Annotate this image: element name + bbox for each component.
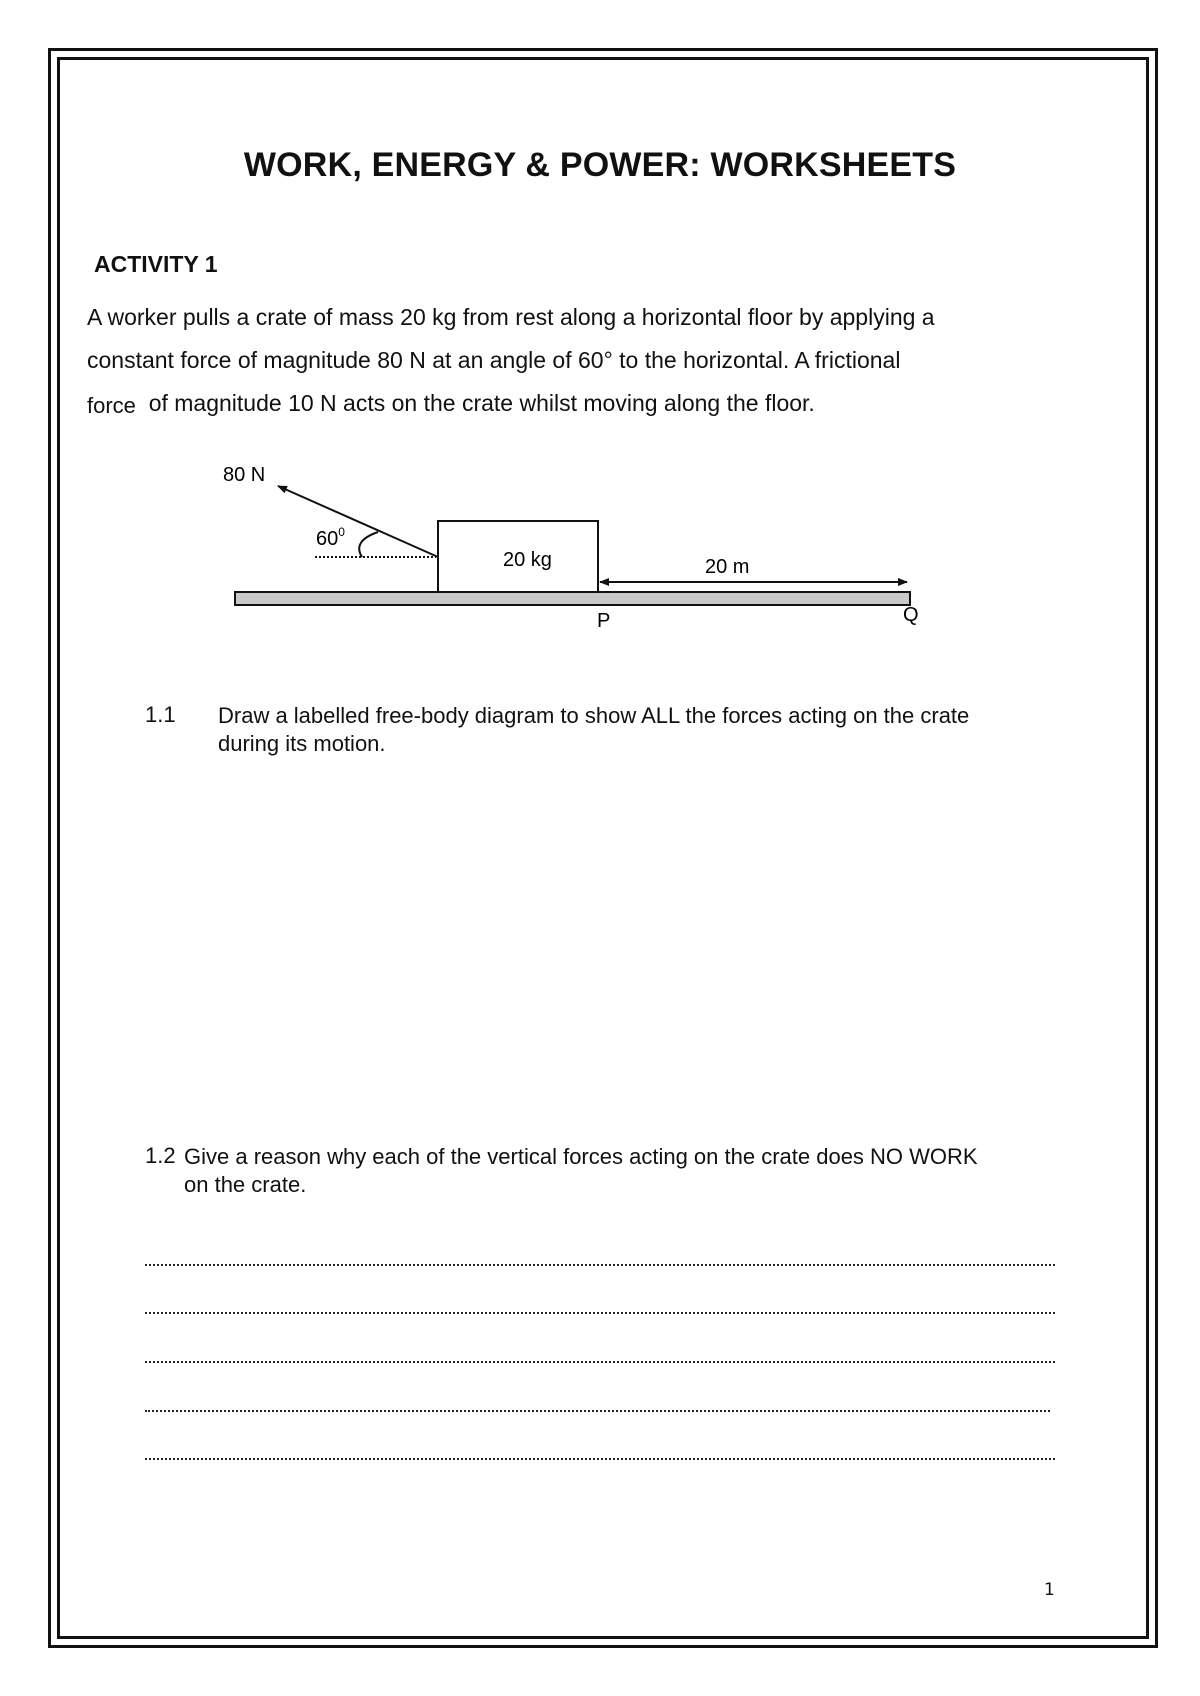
question-1-1-text: [218, 702, 969, 758]
point-p-label: P: [597, 610, 611, 632]
mass-label: 20 kg: [503, 549, 552, 571]
angle-label: [316, 525, 345, 550]
answer-line-1[interactable]: [145, 1262, 1055, 1266]
page-number: 1: [1044, 1580, 1055, 1600]
answer-line-2[interactable]: [145, 1310, 1055, 1314]
question-1-1-line-1: Draw a labelled free-body diagram to show ALL the forces acting on the crate: [218, 703, 970, 728]
intro-line-3-first-word: force: [87, 393, 136, 418]
question-1-1-line-2: during its motion.: [218, 731, 386, 756]
angle-superscript: 0: [338, 525, 345, 539]
worksheet-title: WORK, ENERGY & POWER: WORKSHEETS: [243, 146, 957, 184]
activity-heading: ACTIVITY 1: [94, 251, 218, 277]
question-1-1-number: 1.1: [145, 702, 176, 727]
question-1-2-line-1: Give a reason why each of the vertical forces acting on the crate does NO WORK: [184, 1144, 978, 1169]
distance-label: 20 m: [705, 556, 750, 578]
point-q-label: Q: [903, 604, 919, 626]
force-arrow: [278, 486, 438, 557]
floor: [235, 592, 910, 605]
intro-line-3-rest: of magnitude 10 N acts on the crate whilst moving along the floor.: [148, 390, 815, 416]
answer-line-3[interactable]: [145, 1359, 1055, 1363]
question-1-2-text: [184, 1143, 978, 1199]
intro-line-1: A worker pulls a crate of mass 20 kg from rest along a horizontal floor by applying a: [87, 304, 935, 330]
force-label: 80 N: [223, 464, 266, 486]
angle-arc: [359, 532, 378, 557]
angle-value: 60: [316, 528, 339, 550]
answer-line-5[interactable]: [145, 1456, 1055, 1460]
question-1-2-number: 1.2: [145, 1143, 176, 1168]
question-1-2-line-2: on the crate.: [184, 1172, 307, 1197]
answer-line-4[interactable]: [145, 1408, 1050, 1412]
intro-line-2: constant force of magnitude 80 N at an angle of 60° to the horizontal. A frictional: [87, 347, 901, 373]
